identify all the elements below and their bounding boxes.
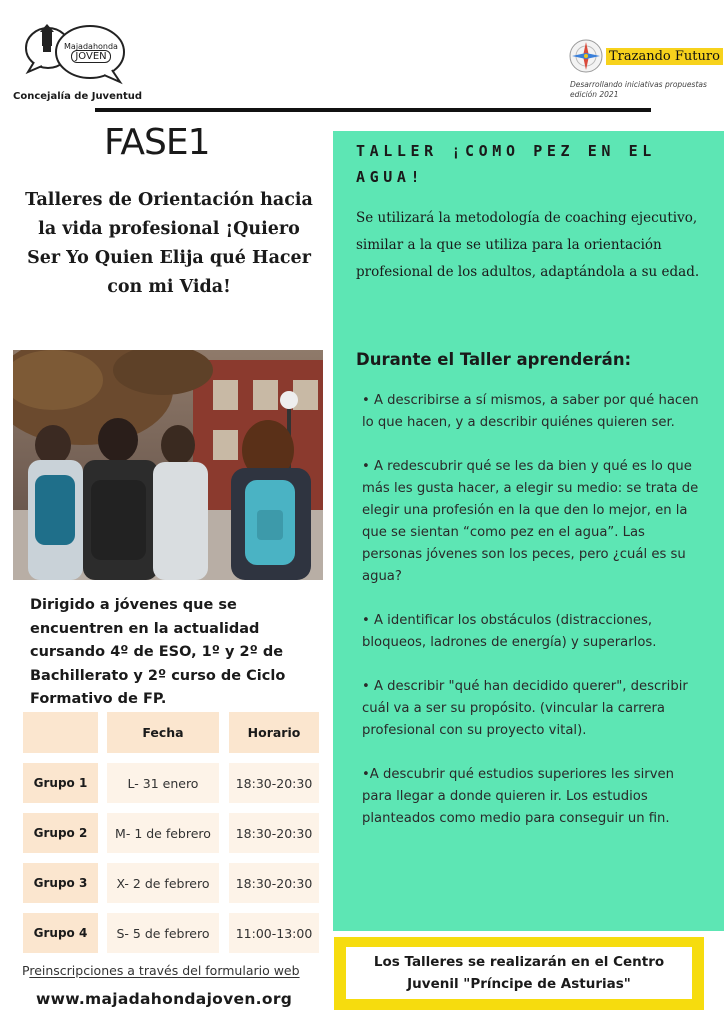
preinscription-note xyxy=(22,963,300,978)
taller-description: Se utilizará la metodología de coaching ejecutivo, similar a la que se utiliza para la orientación profesional de los adultos, adaptándola a su edad. xyxy=(356,210,700,280)
trazando-futuro-subtitle: Desarrollando iniciativas propuestas edición 2021 xyxy=(570,80,707,99)
concejalia-label: Concejalía de Juventud xyxy=(13,91,143,102)
students-photo xyxy=(13,350,323,580)
table-row-horario: 18:30-20:30 xyxy=(229,763,319,803)
venue-box xyxy=(334,937,704,1010)
target-audience-text: Dirigido a jóvenes que se encuentren en la actualidad cursando 4º de ESO, 1º y 2º de Bachillerato y 2º curso de Ciclo Formativo de FP. xyxy=(30,597,286,707)
list-item: • A identificar los obstáculos (distracciones, bloqueos, ladrones de energía) y superarlos. xyxy=(362,613,657,650)
preinscription-link[interactable]: reinscripciones a través del formulario web xyxy=(29,963,300,978)
table-row-horario: 18:30-20:30 xyxy=(229,813,319,853)
workshop-subtitle: Talleres de Orientación hacia la vida profesional ¡Quiero Ser Yo Quien Elija qué Hacer con mi Vida! xyxy=(25,190,313,297)
taller-title: TALLER ¡COMO PEZ EN EL AGUA! xyxy=(356,142,656,186)
table-header-horario: Horario xyxy=(229,712,319,753)
table-row-fecha: S- 5 de febrero xyxy=(107,913,219,953)
logo-text-majadahonda: Majadahonda xyxy=(64,42,118,51)
table-row-fecha: L- 31 enero xyxy=(107,763,219,803)
logo-text-joven: JOVEN xyxy=(71,50,110,63)
venue-text: Los Talleres se realizarán en el Centro Juvenil "Príncipe de Asturias" xyxy=(346,947,692,999)
table-header-fecha: Fecha xyxy=(107,712,219,753)
majadahonda-joven-logo xyxy=(20,18,135,88)
compass-icon xyxy=(568,36,608,78)
table-row-grupo: Grupo 4 xyxy=(23,913,98,953)
website-url[interactable]: www.majadahondajoven.org xyxy=(36,990,293,1008)
table-row-grupo: Grupo 3 xyxy=(23,863,98,903)
list-item: • A describir "qué han decidido querer", describir cuál va a ser su propósito. (vincular la carrera profesional con su proyecto vital). xyxy=(362,679,688,738)
fase-title: FASE1 xyxy=(104,122,210,163)
table-row-horario: 18:30-20:30 xyxy=(229,863,319,903)
table-row-fecha: X- 2 de febrero xyxy=(107,863,219,903)
list-item: •A descubrir qué estudios superiores les sirven para llegar a donde quieren ir. Los estudios planteados como medio para conseguir un fin. xyxy=(362,767,674,826)
table-row-fecha: M- 1 de febrero xyxy=(107,813,219,853)
table-row-grupo: Grupo 2 xyxy=(23,813,98,853)
table-row-horario: 11:00-13:00 xyxy=(229,913,319,953)
preinscription-prefix: P xyxy=(22,963,30,978)
header-divider xyxy=(95,108,651,112)
trazando-futuro-logo xyxy=(568,36,720,99)
table-row-grupo: Grupo 1 xyxy=(23,763,98,803)
learning-heading: Durante el Taller aprenderán: xyxy=(356,350,632,369)
list-item: • A describirse a sí mismos, a saber por qué hacen lo que hacen, y a describir quiénes quieren ser. xyxy=(362,393,699,430)
trazando-futuro-title: Trazando Futuro xyxy=(606,48,723,65)
learning-list xyxy=(362,390,702,852)
list-item: • A redescubrir qué se les da bien y qué es lo que más les gusta hacer, a elegir su medio: se trata de elegir una profesión en la que den lo mejor, en la que se sientan “como pez en el agua”. Las personas jóvenes son los peces, pero ¿cuál es su agua? xyxy=(362,459,699,584)
table-header-empty xyxy=(23,712,98,753)
